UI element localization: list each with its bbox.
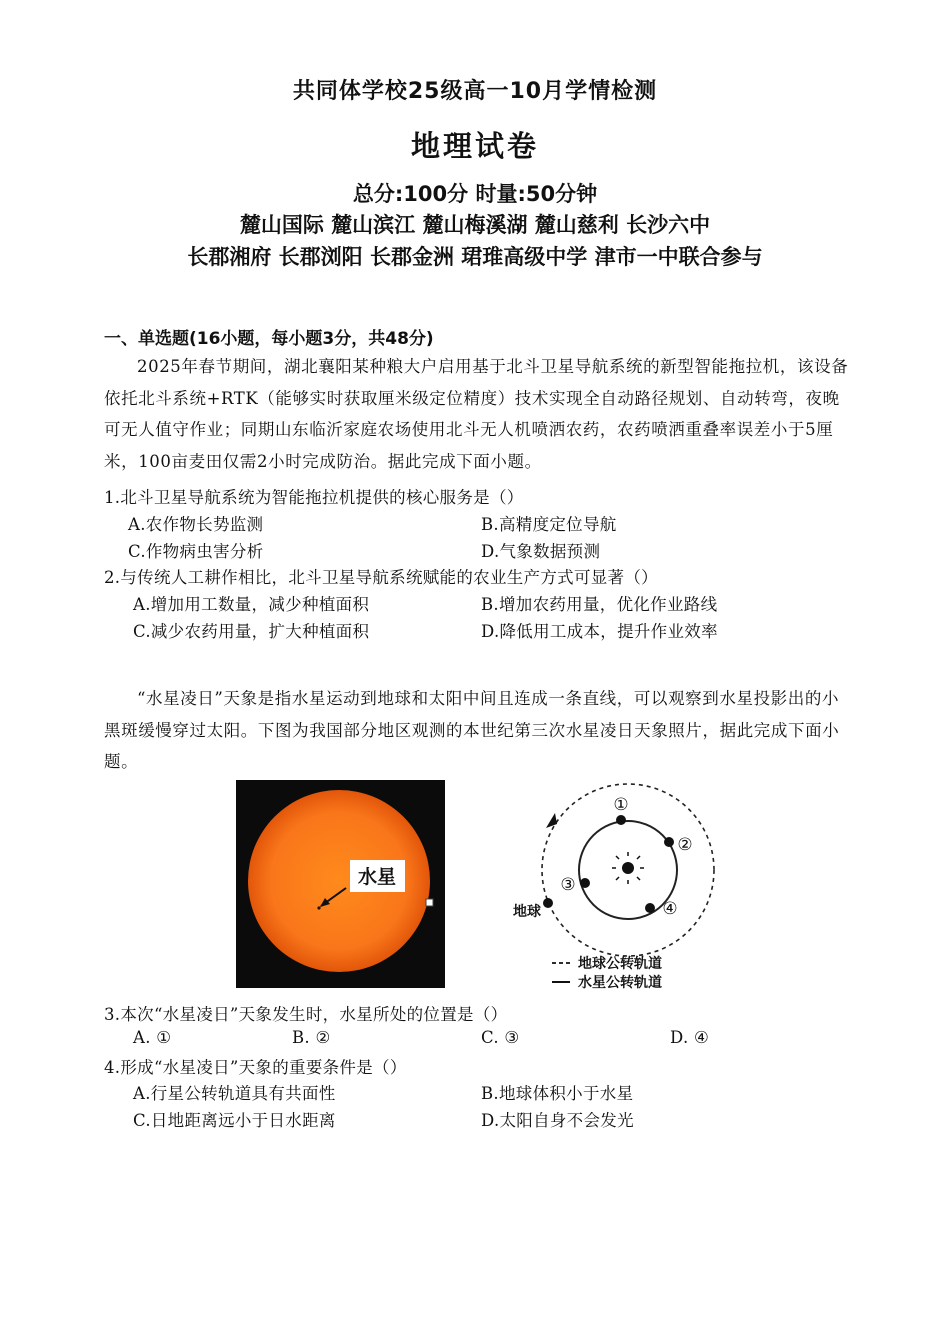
option-b: B.地球体积小于水星 — [481, 1084, 634, 1103]
orbit-direction-arrow — [546, 813, 557, 828]
score-time-line: 总分:100分 时量:50分钟 — [352, 182, 598, 206]
legend-earth-label: 地球公转轨道 — [578, 956, 662, 972]
orbit-diagram — [500, 780, 730, 1000]
section-heading: 一、单选题(16小题，每小题3分，共48分) — [104, 329, 434, 349]
mercury-position-3 — [580, 878, 590, 888]
passage-beidou: 2025年春节期间，湖北襄阳某种粮大户启用基于北斗卫星导航系统的新型智能拖拉机，该设备依托北斗系统+RTK（能够实时获取厘米级定位精度）技术实现全自动路径规划、自动转弯，夜晚可无人值守作业；同期山东临沂家庭农场使用北斗无人机喷洒农药，农药喷洒重叠率误差小于5厘米，100亩麦田仅需2小时完成防治。据此完成下面小题。 — [104, 357, 849, 471]
question-stem: 1.北斗卫星导航系统为智能拖拉机提供的核心服务是（） — [104, 488, 524, 507]
mercury-position-1 — [616, 815, 626, 825]
option-d: D.气象数据预测 — [481, 542, 601, 561]
subject-title: 地理试卷 — [410, 129, 539, 163]
schools-line-2: 长郡湘府 长郡浏阳 长郡金洲 珺琟高级中学 津市一中联合参与 — [187, 245, 763, 269]
mercury-label: 水星 — [357, 866, 397, 888]
option-c: C.作物病虫害分析 — [128, 542, 264, 561]
option-c: C. ③ — [481, 1028, 520, 1047]
question-stem: 2.与传统人工耕作相比，北斗卫星导航系统赋能的农业生产方式可显著（） — [104, 568, 658, 587]
marker-4: ④ — [662, 899, 678, 919]
option-d: D. ④ — [670, 1028, 710, 1047]
option-b: B. ② — [292, 1028, 331, 1047]
earth-position — [543, 898, 553, 908]
passage-mercury-transit: “水星凌日”天象是指水星运动到地球和太阳中间且连成一条直线，可以观察到水星投影出的小黑斑缓慢穿过太阳。下图为我国部分地区观测的本世纪第三次水星凌日天象照片，据此完成下面小题。 — [104, 689, 840, 771]
option-d: D.降低用工成本，提升作业效率 — [481, 622, 718, 641]
option-a: A.农作物长势监测 — [128, 515, 264, 534]
option-b: B.高精度定位导航 — [481, 515, 617, 534]
question-stem: 4.形成“水星凌日”天象的重要条件是（） — [104, 1058, 407, 1077]
option-a: A. ① — [133, 1028, 172, 1047]
photo-edge-marker — [426, 899, 433, 906]
marker-2: ② — [677, 835, 693, 855]
earth-label: 地球 — [513, 904, 541, 920]
option-c: C.减少农药用量，扩大种植面积 — [133, 622, 370, 641]
option-b: B.增加农药用量，优化作业路线 — [481, 595, 718, 614]
option-a: A.行星公转轨道具有共面性 — [133, 1084, 336, 1103]
orbit-diagram-svg — [500, 780, 730, 1000]
option-d: D.太阳自身不会发光 — [481, 1111, 634, 1130]
schools-line-1: 麓山国际 麓山滨江 麓山梅溪湖 麓山慈利 长沙六中 — [239, 213, 711, 237]
sun-photo-svg — [236, 780, 445, 988]
marker-1: ① — [613, 795, 629, 815]
question-stem: 3.本次“水星凌日”天象发生时，水星所处的位置是（） — [104, 1005, 508, 1024]
legend-mercury-label: 水星公转轨道 — [578, 975, 662, 991]
option-c: C.日地距离远小于日水距离 — [133, 1111, 336, 1130]
mercury-transit-photo — [236, 780, 445, 988]
sun-icon — [612, 852, 644, 884]
option-a: A.增加用工数量，减少种植面积 — [133, 595, 370, 614]
exam-title: 共同体学校25级高一10月学情检测 — [292, 79, 658, 104]
mercury-position-4 — [645, 903, 655, 913]
mercury-position-2 — [664, 837, 674, 847]
marker-3: ③ — [560, 875, 576, 895]
